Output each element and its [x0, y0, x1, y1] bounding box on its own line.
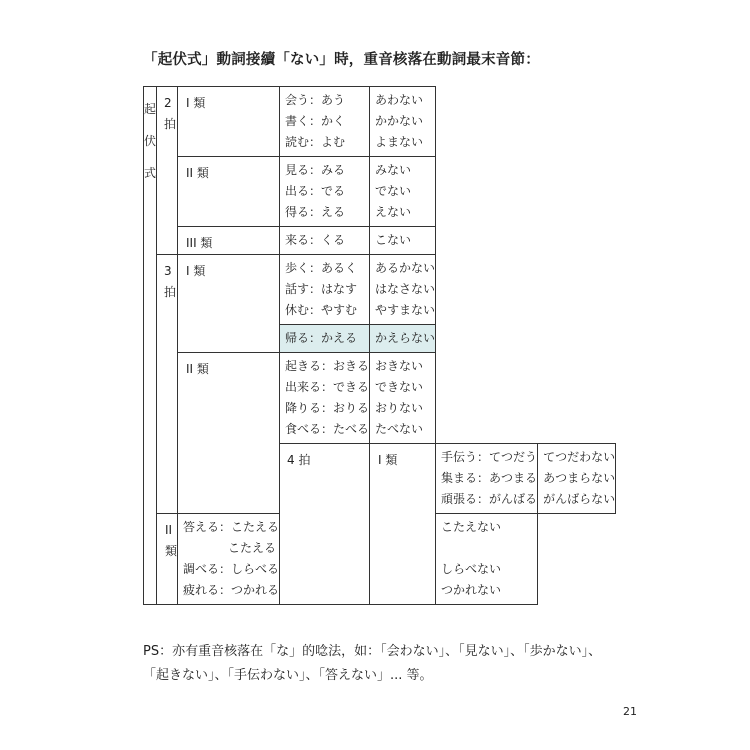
- nai-form: できない: [375, 380, 424, 394]
- nai-form: よまない: [375, 135, 424, 149]
- nai-form: こない: [375, 233, 412, 247]
- nai-form: あつまらない: [543, 471, 616, 485]
- nai-form: おきない: [375, 359, 424, 373]
- mora-3-label: 3 拍: [157, 255, 178, 514]
- verb-form: 見る：みる: [285, 163, 346, 177]
- nai-form: てつだわない: [543, 450, 616, 464]
- verb-form: 休む：やすむ: [285, 303, 358, 317]
- verb-form: 起きる：おきる: [285, 359, 370, 373]
- type-label: II 類: [178, 157, 280, 227]
- nai-form-empty: [441, 538, 537, 559]
- ps-line-1: PS：亦有重音核落在「な」的唸法，如：「会わない」、「見ない」、「歩かない」、: [143, 644, 602, 659]
- verb-form: 書く：かく: [285, 114, 346, 128]
- nai-cell: [370, 353, 436, 444]
- highlighted-verb-cell: [280, 325, 370, 353]
- type-label: II 類: [157, 514, 178, 605]
- highlighted-nai-cell: [370, 325, 436, 353]
- verb-cell: [436, 444, 538, 514]
- type-label: I 類: [178, 255, 280, 353]
- nai-cell: [370, 87, 436, 157]
- verb-form: 頑張る：がんばる: [441, 492, 538, 506]
- verb-cell: [280, 353, 370, 444]
- verb-cell: [280, 255, 370, 325]
- mora-2-label: 2 拍: [157, 87, 178, 255]
- nai-form: つかれない: [441, 583, 502, 597]
- page-number: 21: [623, 705, 637, 718]
- verb-form: 歩く：あるく: [285, 261, 358, 275]
- ps-line-2: 「起きない」、「手伝わない」、「答えない」... 等。: [143, 668, 433, 683]
- verb-cell: [280, 87, 370, 157]
- verb-form: 出る：でる: [285, 184, 346, 198]
- verb-form: 読む：よむ: [285, 135, 346, 149]
- verb-form: 集まる：あつまる: [441, 471, 538, 485]
- verb-form: 降りる：おりる: [285, 401, 370, 415]
- accent-table: [143, 86, 616, 605]
- nai-form: こたえない: [441, 520, 502, 534]
- nai-form: かかない: [375, 114, 424, 128]
- type-label: I 類: [370, 444, 436, 605]
- nai-cell: [370, 255, 436, 325]
- category-cell: [144, 87, 157, 605]
- nai-form: えない: [375, 205, 412, 219]
- nai-cell: [436, 514, 538, 605]
- ps-note: [143, 640, 623, 688]
- verb-form: 帰る：かえる: [285, 331, 358, 345]
- verb-form: 調べる：しらべる: [183, 562, 280, 576]
- verb-form: 出来る：できる: [285, 380, 370, 394]
- nai-form: かえらない: [375, 331, 436, 345]
- nai-form: たべない: [375, 422, 424, 436]
- verb-cell: [280, 227, 370, 255]
- type-label: I 類: [178, 87, 280, 157]
- nai-form: あわない: [375, 93, 424, 107]
- verb-form: 話す：はなす: [285, 282, 358, 296]
- nai-form: でない: [375, 184, 412, 198]
- verb-form: 答える：こたえる: [183, 520, 280, 534]
- nai-form: はなさない: [375, 282, 436, 296]
- nai-form: がんばらない: [543, 492, 616, 506]
- category-label: 起伏式: [144, 102, 157, 180]
- verb-form: 食べる：たべる: [285, 422, 370, 436]
- nai-form: おりない: [375, 401, 424, 415]
- page-title: 「起伏式」動詞接續「ない」時，重音核落在動詞最末音節：: [143, 52, 540, 68]
- verb-form: 手伝う：てつだう: [441, 450, 538, 464]
- mora-4-label: 4 拍: [280, 444, 370, 605]
- verb-form: 疲れる：つかれる: [183, 583, 280, 597]
- verb-form: 得る：える: [285, 205, 346, 219]
- verb-form: 来る：くる: [285, 233, 346, 247]
- verb-form-alt: こたえる: [228, 541, 277, 555]
- nai-cell: [538, 444, 616, 514]
- type-label: II 類: [178, 353, 280, 514]
- type-label: III 類: [178, 227, 280, 255]
- nai-form: やすまない: [375, 303, 436, 317]
- verb-cell: [178, 514, 280, 605]
- nai-form: しらべない: [441, 562, 502, 576]
- nai-form: みない: [375, 163, 412, 177]
- nai-cell: [370, 227, 436, 255]
- verb-form: 会う：あう: [285, 93, 346, 107]
- verb-cell: [280, 157, 370, 227]
- nai-cell: [370, 157, 436, 227]
- nai-form: あるかない: [375, 261, 436, 275]
